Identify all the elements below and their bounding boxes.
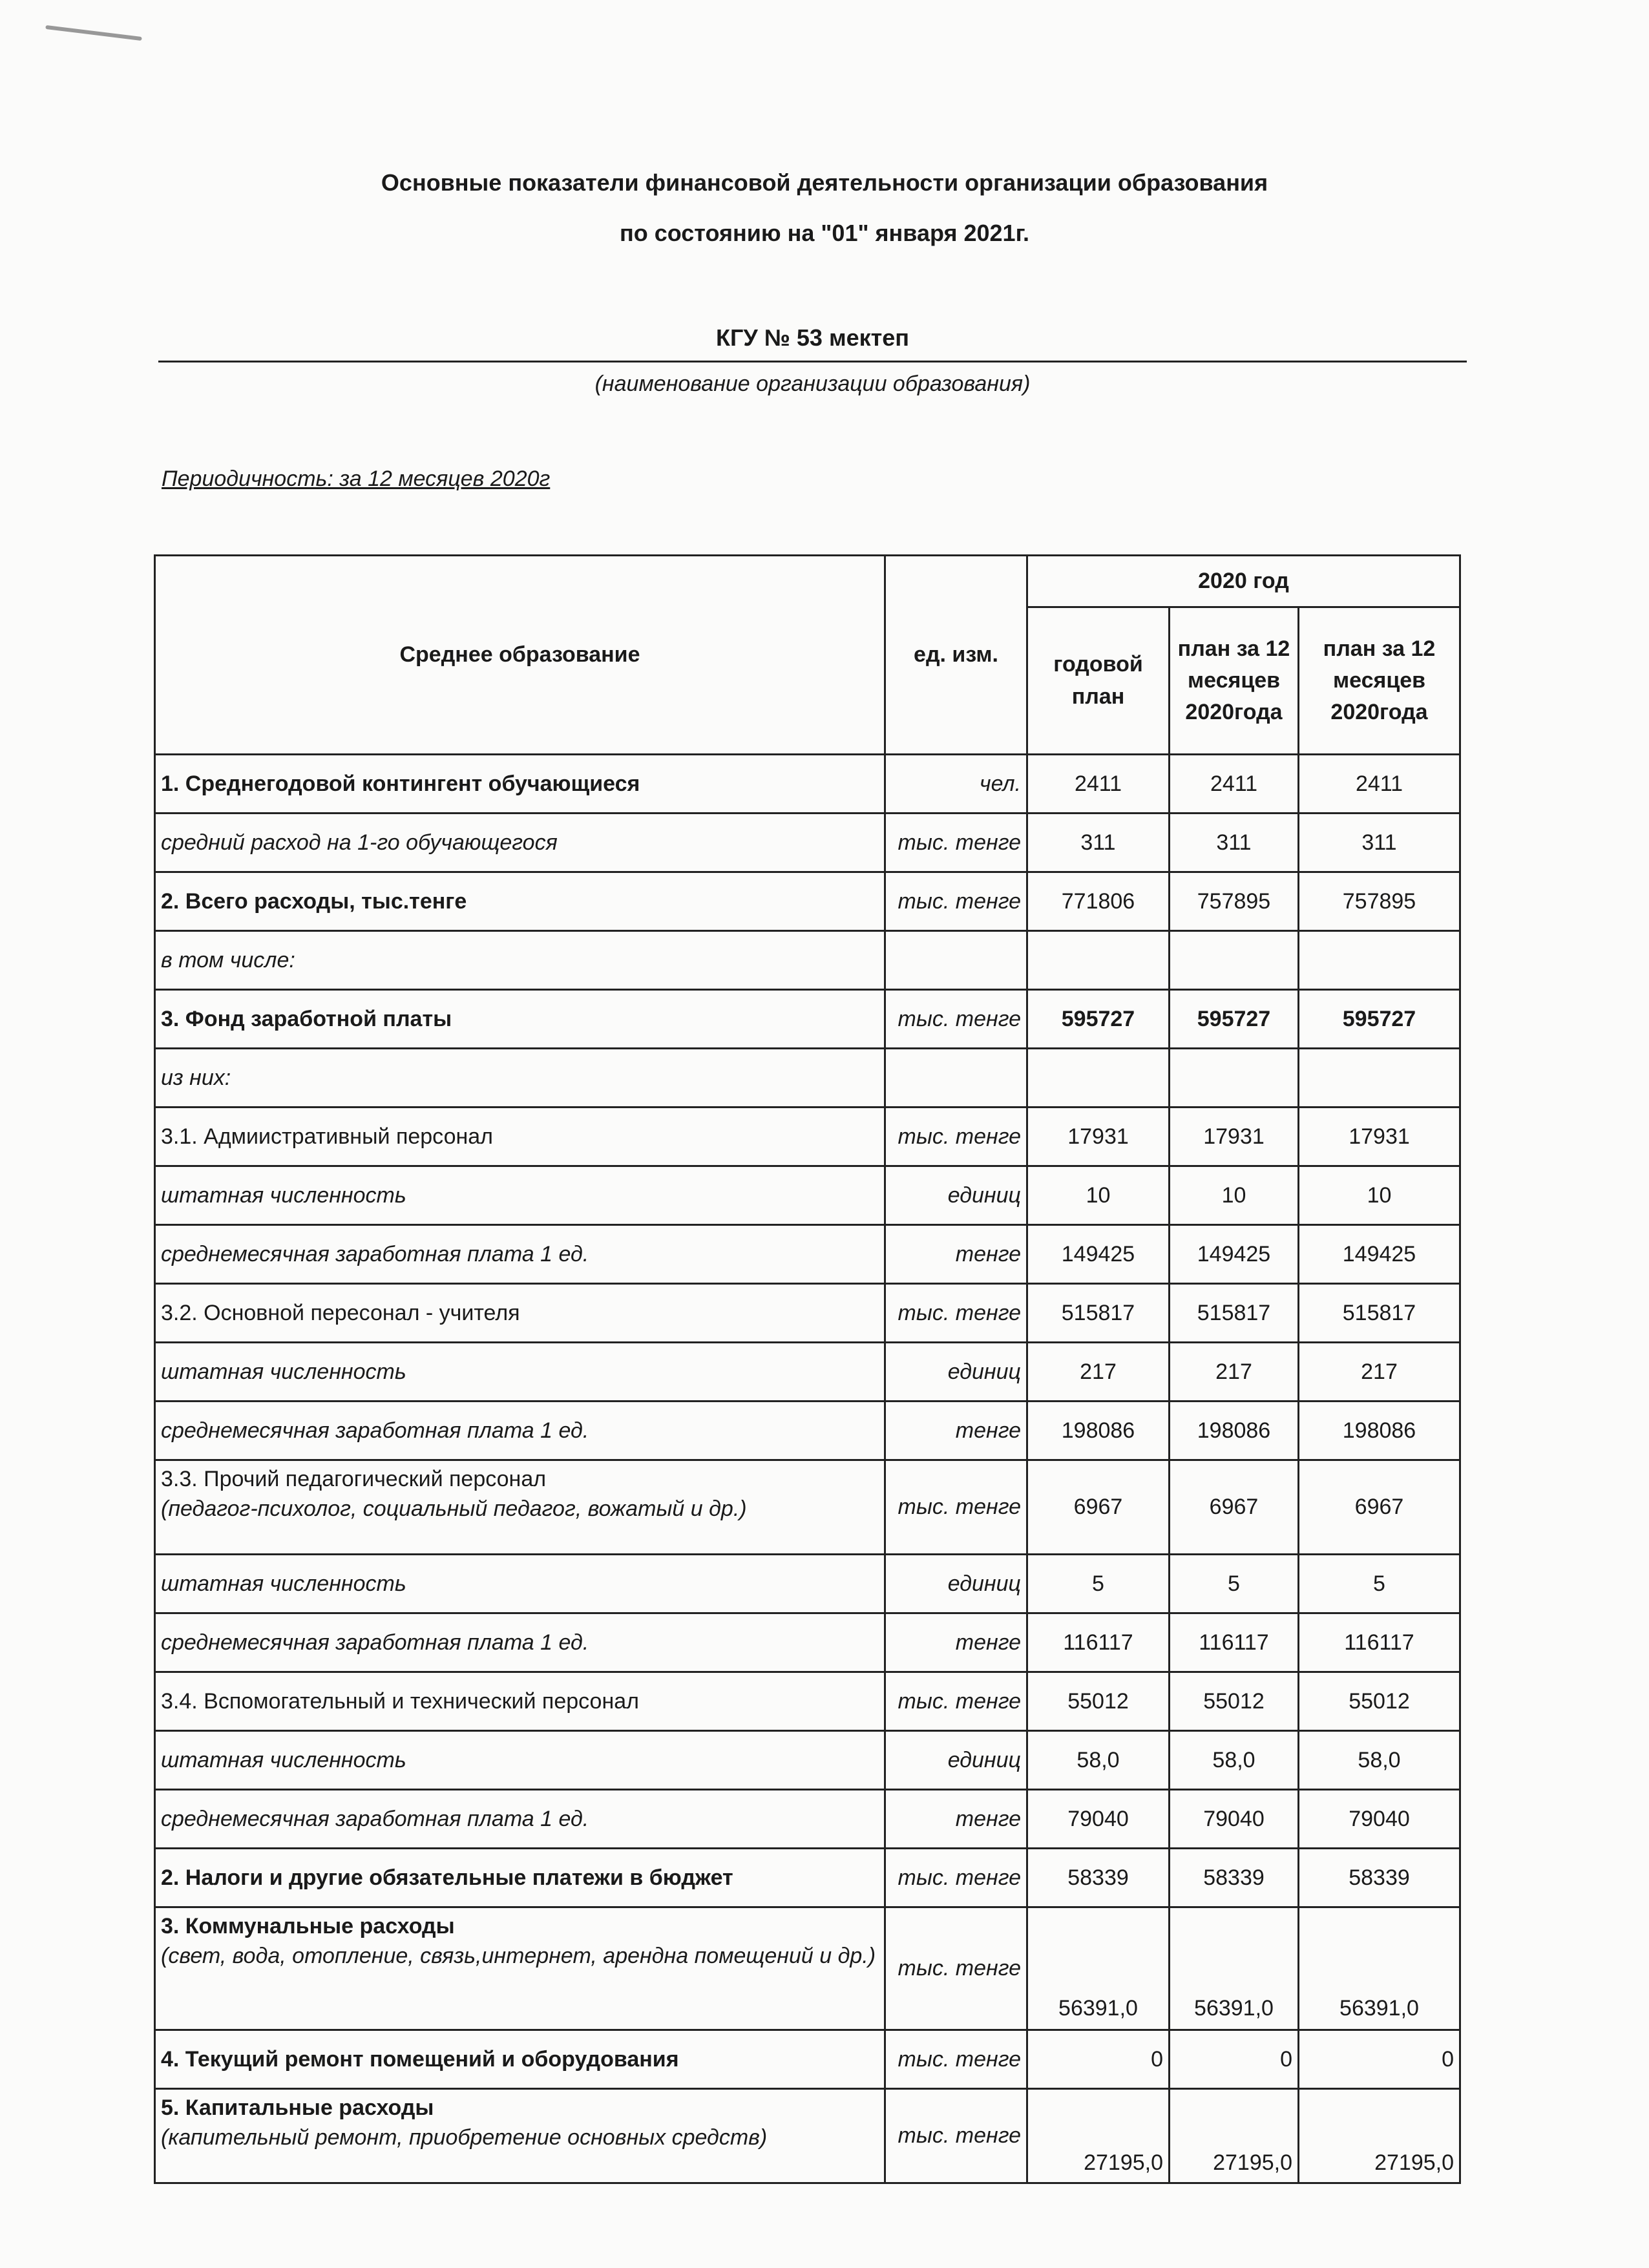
table-row <box>155 872 1460 931</box>
cell-plan-12m: 6967 <box>1170 1460 1299 1555</box>
organization-caption: (наименование организации образования) <box>594 372 1031 396</box>
row-label: средний расход на 1-го обучающегося <box>155 814 885 872</box>
cell-annual-plan: 6967 <box>1027 1460 1170 1555</box>
cell-plan-12m: 311 <box>1170 814 1299 872</box>
cell-plan-12m-2: 149425 <box>1299 1225 1460 1284</box>
row-unit: тыс. тенге <box>885 872 1027 931</box>
cell-annual-plan: 17931 <box>1027 1108 1170 1166</box>
row-label-note: (педагог-психолог, социальный педагог, вожатый и др.) <box>161 1496 747 1521</box>
row-label: из них: <box>155 1049 885 1108</box>
cell-plan-12m: 116117 <box>1170 1613 1299 1672</box>
table-row <box>155 1225 1460 1284</box>
cell-annual-plan: 79040 <box>1027 1790 1170 1849</box>
cell-plan-12m-2: 79040 <box>1299 1790 1460 1849</box>
row-label: 2. Всего расходы, тыс.тенге <box>155 872 885 931</box>
cell-annual-plan: 5 <box>1027 1555 1170 1613</box>
row-unit: чел. <box>885 755 1027 814</box>
document-date: по состоянию на "01" января 2021г. <box>620 220 1029 246</box>
cell-annual-plan: 311 <box>1027 814 1170 872</box>
table-row <box>155 2089 1460 2183</box>
document-title: Основные показатели финансовой деятельности организации образования <box>381 169 1268 196</box>
row-unit: тыс. тенге <box>885 2030 1027 2089</box>
cell-plan-12m-2: 10 <box>1299 1166 1460 1225</box>
row-label-note: (свет, вода, отопление, связь,интернет, арендна помещений и др.) <box>161 1943 876 1968</box>
cell-plan-12m: 198086 <box>1170 1402 1299 1460</box>
row-label: среднемесячная заработная плата 1 ед. <box>155 1225 885 1284</box>
row-label <box>155 1460 885 1555</box>
cell-plan-12m: 595727 <box>1170 990 1299 1049</box>
cell-plan-12m-2 <box>1299 931 1460 990</box>
header-col-annual-plan: годовой план <box>1027 607 1170 755</box>
cell-annual-plan: 27195,0 <box>1027 2089 1170 2183</box>
cell-plan-12m: 515817 <box>1170 1284 1299 1343</box>
table-row <box>155 1790 1460 1849</box>
cell-annual-plan: 595727 <box>1027 990 1170 1049</box>
cell-plan-12m-2: 6967 <box>1299 1460 1460 1555</box>
cell-annual-plan <box>1027 931 1170 990</box>
cell-annual-plan: 0 <box>1027 2030 1170 2089</box>
cell-plan-12m-2: 515817 <box>1299 1284 1460 1343</box>
table-row <box>155 814 1460 872</box>
cell-plan-12m <box>1170 931 1299 990</box>
table-row <box>155 1460 1460 1555</box>
row-unit: тыс. тенге <box>885 814 1027 872</box>
row-label: среднемесячная заработная плата 1 ед. <box>155 1790 885 1849</box>
cell-plan-12m-2: 56391,0 <box>1299 1907 1460 2030</box>
row-label-main: 5. Капитальные расходы <box>161 2095 434 2120</box>
cell-plan-12m-2: 55012 <box>1299 1672 1460 1731</box>
row-label: 2. Налоги и другие обязательные платежи в бюджет <box>155 1849 885 1907</box>
cell-annual-plan: 56391,0 <box>1027 1907 1170 2030</box>
row-unit: единиц <box>885 1166 1027 1225</box>
table-row <box>155 1166 1460 1225</box>
cell-plan-12m: 79040 <box>1170 1790 1299 1849</box>
cell-plan-12m: 55012 <box>1170 1672 1299 1731</box>
periodicity: Периодичность: за 12 месяцев 2020г <box>162 467 551 491</box>
row-unit: тенге <box>885 1790 1027 1849</box>
row-label: в том числе: <box>155 931 885 990</box>
row-label: 3.1. Адмиистративный персонал <box>155 1108 885 1166</box>
table-row <box>155 1049 1460 1108</box>
row-label-main: 3. Коммунальные расходы <box>161 1914 455 1938</box>
row-unit: тыс. тенге <box>885 1284 1027 1343</box>
cell-plan-12m-2: 116117 <box>1299 1613 1460 1672</box>
cell-plan-12m: 0 <box>1170 2030 1299 2089</box>
table-row <box>155 1613 1460 1672</box>
row-label: штатная численность <box>155 1555 885 1613</box>
cell-plan-12m: 56391,0 <box>1170 1907 1299 2030</box>
cell-plan-12m-2: 17931 <box>1299 1108 1460 1166</box>
row-label-note: (капительный ремонт, приобретение основных средств) <box>161 2125 768 2150</box>
table-row <box>155 1284 1460 1343</box>
organization-name: КГУ № 53 мектеп <box>158 324 1467 362</box>
row-label-main: 3.3. Прочий педагогический персонал <box>161 1467 547 1491</box>
table-row <box>155 2030 1460 2089</box>
cell-annual-plan: 2411 <box>1027 755 1170 814</box>
table-row <box>155 931 1460 990</box>
cell-annual-plan: 771806 <box>1027 872 1170 931</box>
table-row <box>155 1672 1460 1731</box>
row-unit: единиц <box>885 1343 1027 1402</box>
cell-plan-12m: 217 <box>1170 1343 1299 1402</box>
row-unit: тыс. тенге <box>885 990 1027 1049</box>
cell-annual-plan: 149425 <box>1027 1225 1170 1284</box>
cell-plan-12m-2: 757895 <box>1299 872 1460 931</box>
row-label: 3.2. Основной пересонал - учителя <box>155 1284 885 1343</box>
row-unit: тенге <box>885 1402 1027 1460</box>
cell-annual-plan: 58339 <box>1027 1849 1170 1907</box>
cell-annual-plan: 116117 <box>1027 1613 1170 1672</box>
header-main: Среднее образование <box>155 556 885 755</box>
row-label: 3. Фонд заработной платы <box>155 990 885 1049</box>
row-unit: тыс. тенге <box>885 1672 1027 1731</box>
cell-plan-12m-2: 198086 <box>1299 1402 1460 1460</box>
table-row <box>155 755 1460 814</box>
row-unit: тыс. тенге <box>885 1460 1027 1555</box>
cell-plan-12m: 5 <box>1170 1555 1299 1613</box>
cell-annual-plan <box>1027 1049 1170 1108</box>
row-unit: тыс. тенге <box>885 1849 1027 1907</box>
row-unit: тыс. тенге <box>885 2089 1027 2183</box>
table-row <box>155 1555 1460 1613</box>
table-row <box>155 1731 1460 1790</box>
cell-annual-plan: 198086 <box>1027 1402 1170 1460</box>
row-unit: тенге <box>885 1613 1027 1672</box>
row-label: 3.4. Вспомогательный и технический персонал <box>155 1672 885 1731</box>
cell-annual-plan: 217 <box>1027 1343 1170 1402</box>
header-year: 2020 год <box>1027 556 1460 607</box>
cell-plan-12m-2: 5 <box>1299 1555 1460 1613</box>
cell-plan-12m: 2411 <box>1170 755 1299 814</box>
cell-plan-12m: 58,0 <box>1170 1731 1299 1790</box>
row-label: штатная численность <box>155 1731 885 1790</box>
header-col-plan-12m: план за 12 месяцев 2020года <box>1170 607 1299 755</box>
row-label: штатная численность <box>155 1343 885 1402</box>
cell-plan-12m-2: 311 <box>1299 814 1460 872</box>
cell-plan-12m-2 <box>1299 1049 1460 1108</box>
cell-plan-12m: 757895 <box>1170 872 1299 931</box>
row-label <box>155 2089 885 2183</box>
cell-plan-12m: 58339 <box>1170 1849 1299 1907</box>
table-row <box>155 1108 1460 1166</box>
cell-plan-12m-2: 217 <box>1299 1343 1460 1402</box>
table-row <box>155 1907 1460 2030</box>
cell-annual-plan: 58,0 <box>1027 1731 1170 1790</box>
cell-plan-12m: 27195,0 <box>1170 2089 1299 2183</box>
cell-plan-12m: 17931 <box>1170 1108 1299 1166</box>
financial-table <box>154 554 1461 2184</box>
table-row <box>155 1849 1460 1907</box>
cell-plan-12m-2: 58339 <box>1299 1849 1460 1907</box>
cell-plan-12m: 149425 <box>1170 1225 1299 1284</box>
cell-plan-12m-2: 58,0 <box>1299 1731 1460 1790</box>
row-label: среднемесячная заработная плата 1 ед. <box>155 1613 885 1672</box>
header-col-plan-12m-2: план за 12 месяцев 2020года <box>1299 607 1460 755</box>
table-row <box>155 990 1460 1049</box>
cell-plan-12m: 10 <box>1170 1166 1299 1225</box>
row-unit: тыс. тенге <box>885 1907 1027 2030</box>
row-unit: тыс. тенге <box>885 1108 1027 1166</box>
row-label <box>155 1907 885 2030</box>
row-label: штатная численность <box>155 1166 885 1225</box>
cell-plan-12m-2: 27195,0 <box>1299 2089 1460 2183</box>
cell-annual-plan: 515817 <box>1027 1284 1170 1343</box>
row-unit: единиц <box>885 1555 1027 1613</box>
table-row <box>155 1402 1460 1460</box>
cell-annual-plan: 10 <box>1027 1166 1170 1225</box>
cell-annual-plan: 55012 <box>1027 1672 1170 1731</box>
row-label: 1. Среднегодовой контингент обучающиеся <box>155 755 885 814</box>
row-unit: единиц <box>885 1731 1027 1790</box>
row-label: среднемесячная заработная плата 1 ед. <box>155 1402 885 1460</box>
cell-plan-12m-2: 2411 <box>1299 755 1460 814</box>
cell-plan-12m-2: 595727 <box>1299 990 1460 1049</box>
row-unit <box>885 1049 1027 1108</box>
scan-mark <box>45 25 142 41</box>
header-unit: ед. изм. <box>885 556 1027 755</box>
row-unit: тенге <box>885 1225 1027 1284</box>
row-unit <box>885 931 1027 990</box>
table-row <box>155 1343 1460 1402</box>
cell-plan-12m <box>1170 1049 1299 1108</box>
cell-plan-12m-2: 0 <box>1299 2030 1460 2089</box>
row-label: 4. Текущий ремонт помещений и оборудования <box>155 2030 885 2089</box>
